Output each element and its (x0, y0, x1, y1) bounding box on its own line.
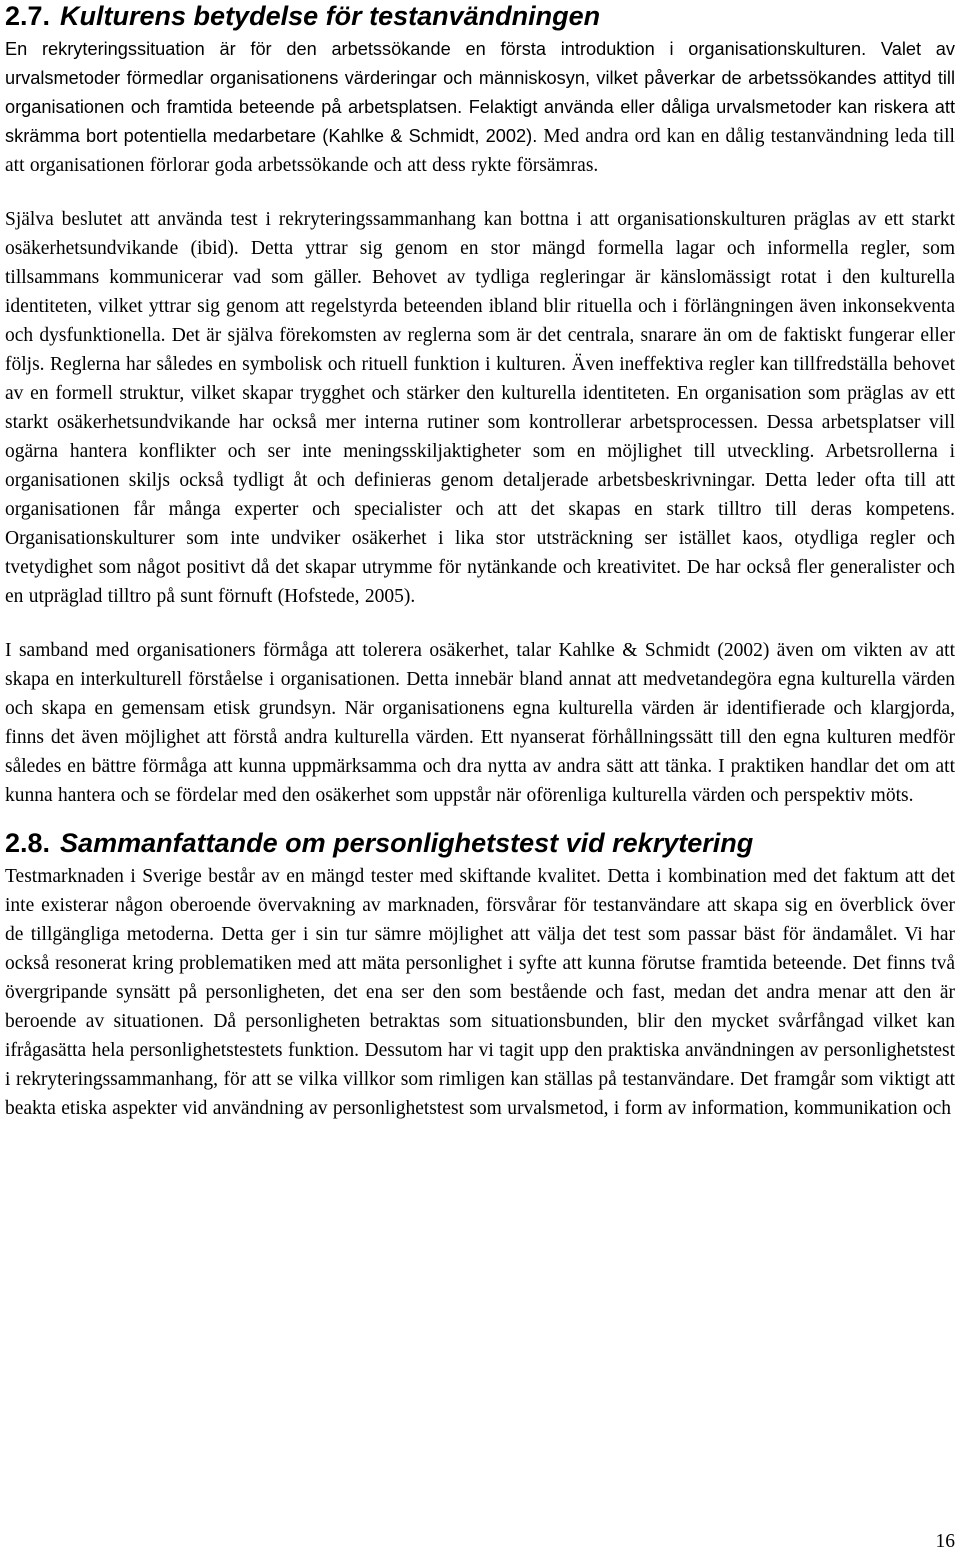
document-page (5, 0, 955, 1123)
paragraph: I samband med organisationers förmåga att tolerera osäkerhet, talar Kahlke & Schmidt (2002) även om vikten av att skapa en interkulturell förståelse i organisationen. Detta innebär bland annat att medvetandegöra egna kulturella värden och skapa en gemensam etisk grundsyn. När organisationens egna kulturella värden är identifierade och klargjorda, finns det även möjlighet att förstå andra kulturella värden. Ett nyanserat förhållningssätt till den egna kulturen medför således en bättre förmåga att kunna uppmärksamma och dra nytta av andra sätt att tänka. I praktiken handlar det om att kunna hantera och se fördelar med den osäkerhet som uppstår när oförenliga kulturella värden och perspektiv möts. (5, 640, 955, 806)
section-title: Kulturens betydelse för testanvändningen (60, 1, 601, 31)
paragraph: Testmarknaden i Sverige består av en mängd tester med skiftande kvalitet. Detta i kombination med det faktum att det inte existerar någon oberoende övervakning av marknaden, försvårar för testanvändare att skapa sig en överblick över de tillgängliga metoderna. Detta ger i sin tur sämre möjlighet att välja det test som passar bäst för ändamålet. Vi har också resonerat kring problematiken med att mäta personlighet i syfte att kunna förutse framtida beteende. Det finns två övergripande synsätt på personligheten, det ena ser den som bestående och fast, medan det andra menar att den är beroende av situationen. Då personligheten betraktas som situationsbunden, blir den mycket svårfångad vilket kan ifrågasätta hela personlighetstestets funktion. Dessutom har vi tagit upp den praktiska användningen av personlighetstest i rekryteringssammanhang, för att se vilka villkor som rimligen kan ställas på testanvändare. Det framgår som viktigt att beakta etiska aspekter vid användning av personlighetstest som urvalsmetod, i form av information, kommunikation och (5, 866, 955, 1119)
section-number: 2.7. (5, 1, 51, 31)
paragraph (5, 35, 955, 180)
paragraph-text: Med andra ord kan en dålig testanvändning leda till att organisationen förlorar goda arbetssökande och att dess rykte försämras. (5, 126, 955, 176)
section-title: Sammanfattande om personlighetstest vid rekrytering (60, 828, 754, 858)
section-number: 2.8. (5, 828, 51, 858)
page-number: 16 (935, 1531, 955, 1552)
section-heading (5, 0, 955, 31)
paragraph-text-sans: En rekryteringssituation är för den arbetssökande en första introduktion i organisationskulturen. Valet av urvalsmetoder förmedlar organisationens värderingar och människosyn, vilket påverkar de arbetssökandes attityd till organisationen och framtida beteende på arbetsplatsen. Felaktigt använda eller dåliga urvalsmetoder kan riskera att skrämma bort potentiella medarbetare (Kahlke & Schmidt, 2002). (5, 39, 955, 146)
paragraph: Själva beslutet att använda test i rekryteringssammanhang kan bottna i att organisationskulturen präglas av ett starkt osäkerhetsundvikande (ibid). Detta yttrar sig genom en stor mängd formella lagar och informella regler, som tillsammans kommunicerar vad som gäller. Behovet av tydliga regleringar är känslomässigt rotat i den kulturella identiteten, vilket yttrar sig genom att regelstyrda beteenden ibland blir rituella och i förlängningen även inkonsekventa och dysfunktionella. Det är själva förekomsten av reglerna som är det centrala, snarare än om de faktiskt fungerar eller följs. Reglerna har således en symbolisk och rituell funktion i kulturen. Även ineffektiva regler kan tillfredställa behovet av en formell struktur, vilket skapar trygghet och stärker den kulturella identiteten. En organisation som präglas av ett starkt osäkerhetsundvikande har också mer interna rutiner som kontrollerar arbetsprocessen. Dessa arbetsplatser vill ogärna hantera konflikter och ser inte meningsskiljaktigheter som en möjlighet till utveckling. Arbetsrollerna i organisationen skiljs också tydligt åt och definieras genom detaljerade arbetsbeskrivningar. Detta leder ofta till att organisationen får många experter och specialister och att det skapas en stark tilltro till deras kompetens. Organisationskulturer som inte undviker osäkerhet i lika stor utsträckning ser istället kaos, otydliga regler och tvetydighet som något positivt då det skapar utrymme för nytänkande och kreativitet. De har också fler generalister och en utpräglad tilltro på sunt förnuft (Hofstede, 2005). (5, 209, 955, 607)
section-heading (5, 828, 955, 858)
